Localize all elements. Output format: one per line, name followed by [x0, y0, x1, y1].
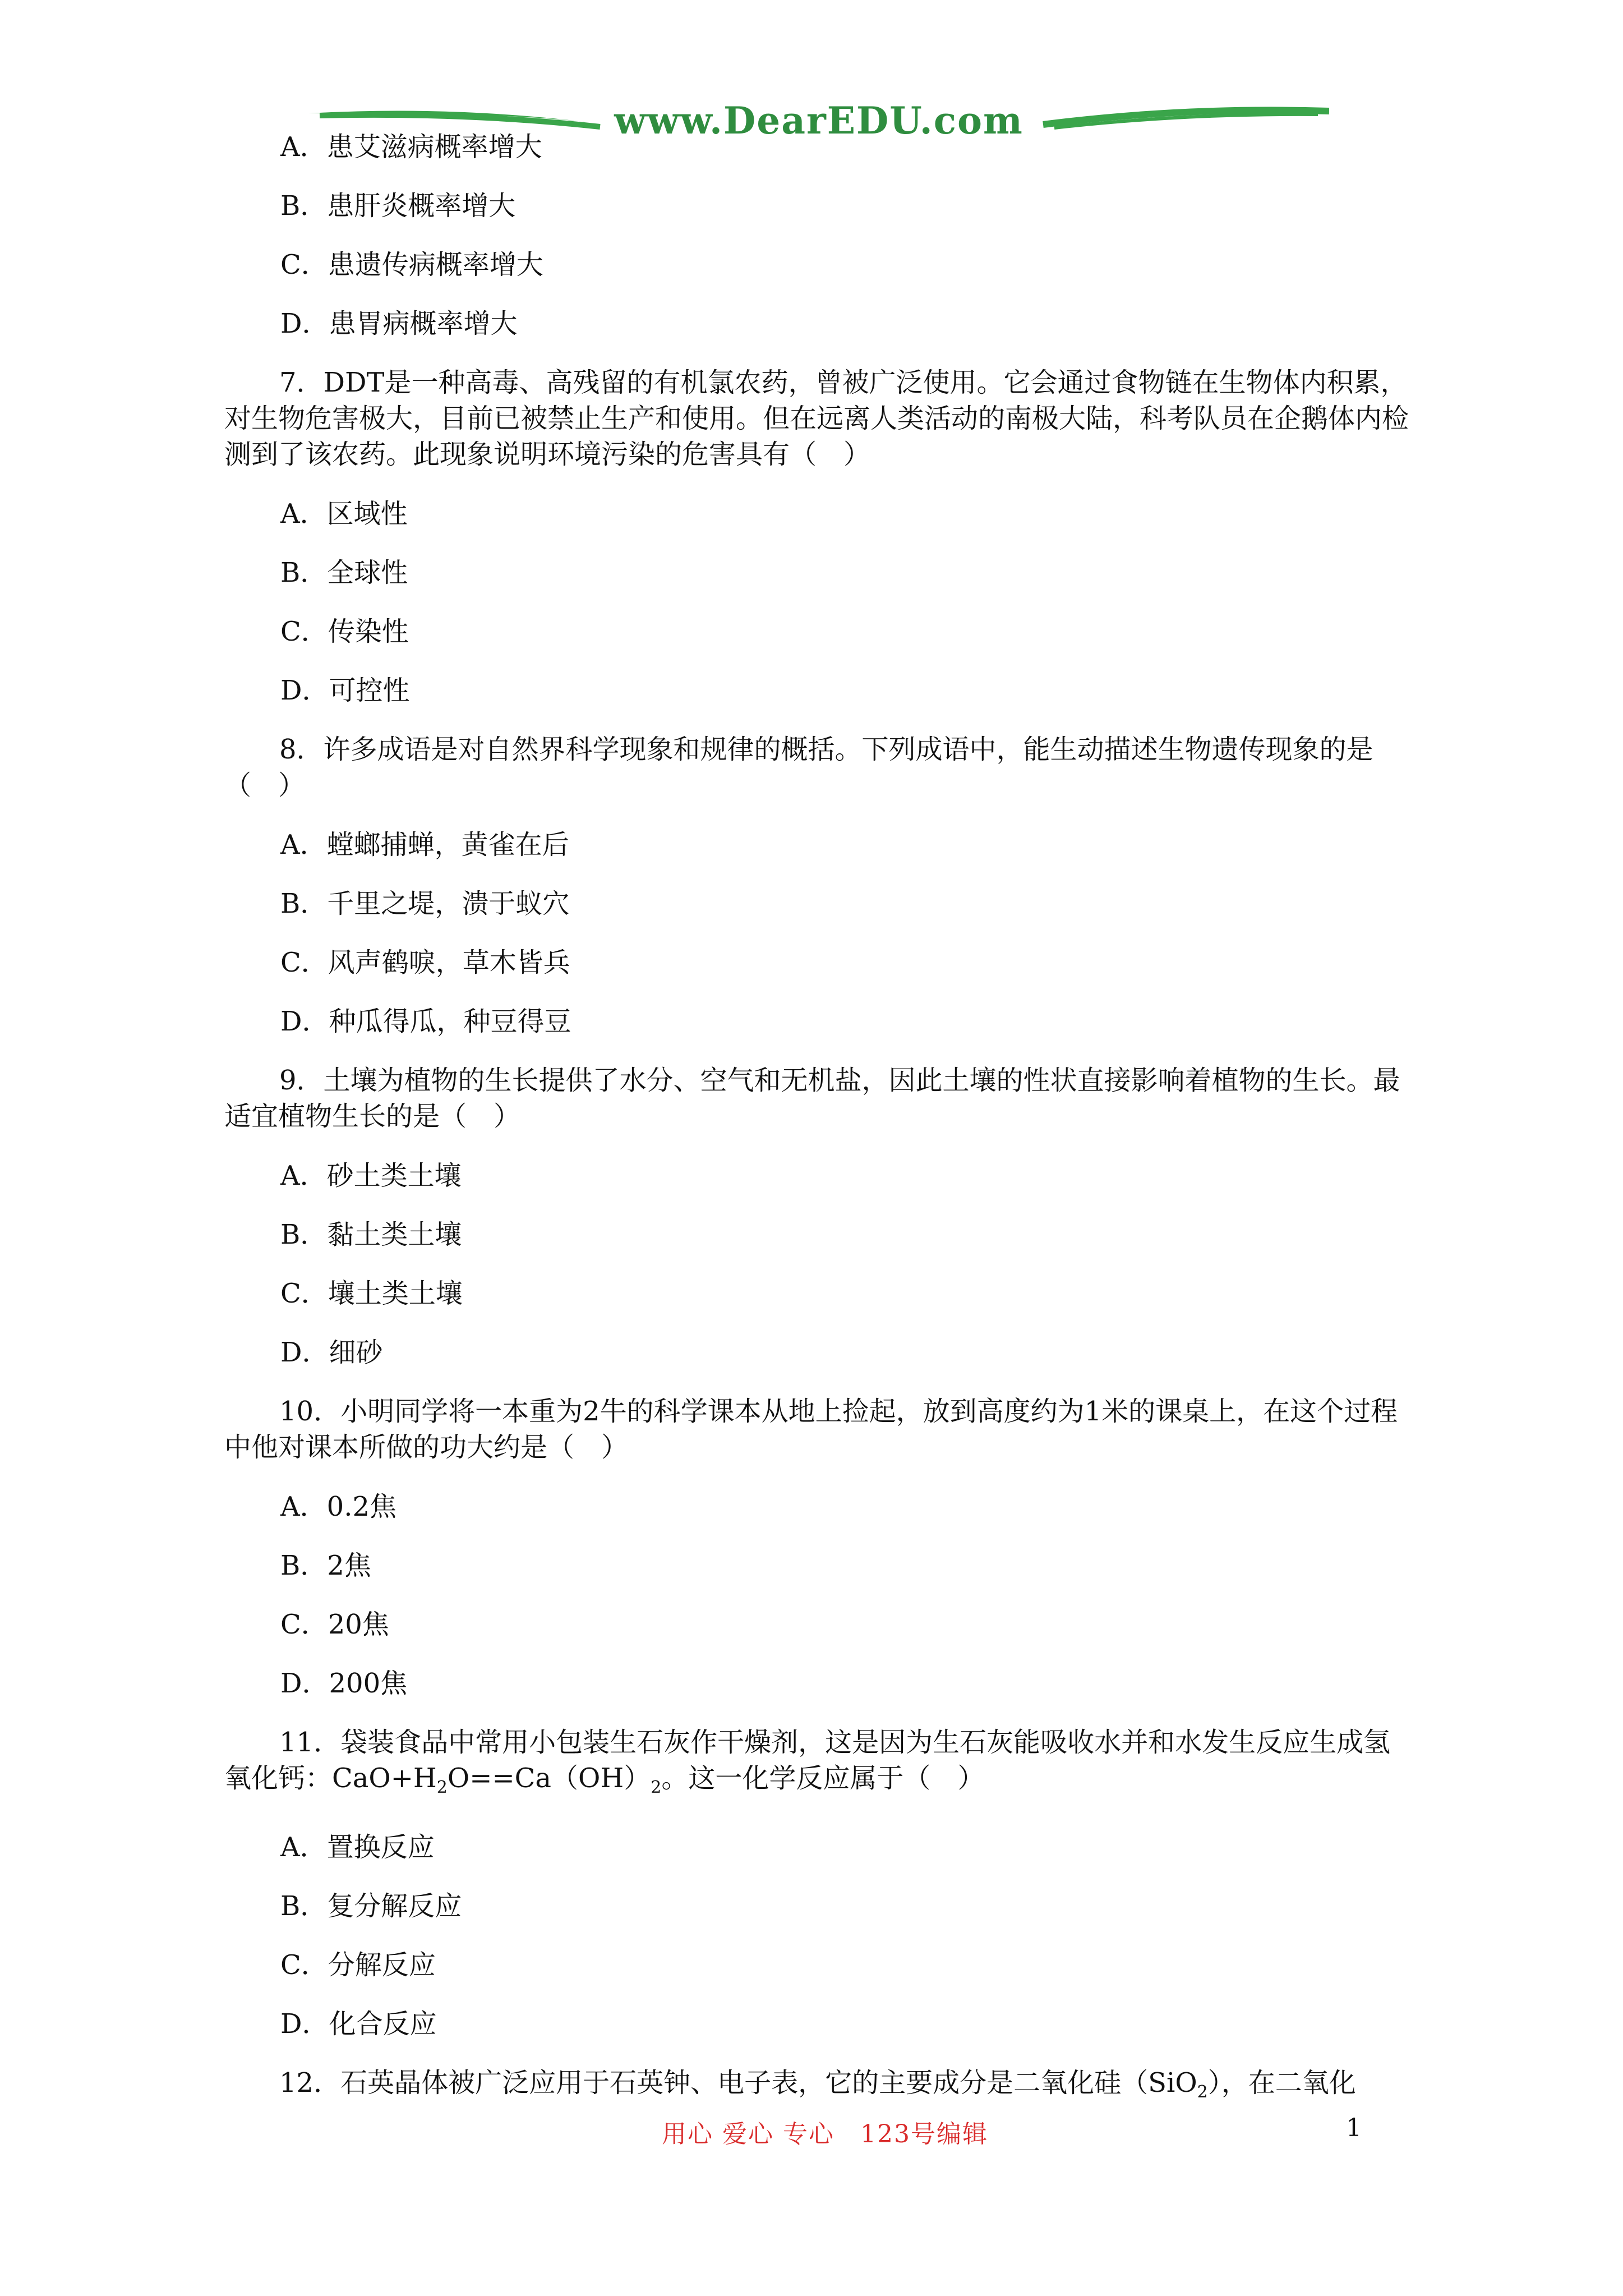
question-12 [224, 2065, 1413, 2110]
q8-option-d: D．种瓜得瓜，种豆得豆 [280, 1006, 571, 1037]
q10-option-a: A．0.2焦 [280, 1491, 397, 1522]
question-10 [224, 1393, 1413, 1701]
q7-option-b: B．全球性 [280, 557, 408, 588]
q9-option-c: C．壤土类土壤 [280, 1278, 463, 1309]
q6-option-a: A．患艾滋病概率增大 [280, 131, 542, 163]
document-body [224, 129, 1413, 2134]
q10-option-b: B．2焦 [280, 1550, 371, 1581]
q10-option-d: D．200焦 [280, 1668, 408, 1699]
page-number: 1 [1346, 2114, 1362, 2142]
q7-option-c: C．传染性 [280, 616, 409, 647]
q11-stem-part2: O==Ca（OH） [447, 1763, 651, 1794]
question-6-options [224, 129, 1413, 342]
question-7 [224, 365, 1413, 708]
question-11 [224, 1724, 1413, 2042]
q11-subscript-1: 2 [436, 1778, 448, 1797]
q12-subscript: 2 [1197, 2082, 1208, 2102]
q12-stem-part1: 12．石英晶体被广泛应用于石英钟、电子表，它的主要成分是二氧化硅（SiO [279, 2067, 1197, 2099]
q7-option-a: A．区域性 [280, 498, 408, 530]
q12-stem-part2: ），在二氧化 [1207, 2067, 1356, 2099]
q6-option-c: C．患遗传病概率增大 [280, 249, 543, 280]
question-8 [224, 731, 1413, 1039]
q11-stem-part1: 11．袋装食品中常用小包装生石灰作干燥剂，这是因为生石灰能吸收水并和水发生反应生成氢氧化钙：CaO+H [224, 1727, 1391, 1794]
q6-option-b: B．患肝炎概率增大 [280, 190, 516, 222]
site-logo-text: www.DearEDU.com [614, 99, 1023, 142]
q12-stem [224, 2065, 1413, 2110]
q9-option-a: A．砂土类土壤 [280, 1160, 462, 1191]
q10-stem: 10．小明同学将一本重为2牛的科学课本从地上捡起，放到高度约为1米的课桌上，在这个过程中他对课本所做的功大约是（ ） [224, 1396, 1398, 1463]
q9-option-b: B．黏土类土壤 [280, 1219, 462, 1250]
footer-editor-note: 用心 爱心 专心 123号编辑 [662, 2120, 988, 2148]
q7-stem: 7．DDT是一种高毒、高残留的有机氯农药，曾被广泛使用。它会通过食物链在生物体内积累，对生物危害极大，目前已被禁止生产和使用。但在远离人类活动的南极大陆，科考队员在企鹅体内检测到了该农药。此现象说明环境污染的危害具有（ ） [224, 367, 1409, 470]
q6-option-d: D．患胃病概率增大 [280, 308, 518, 339]
q11-option-c: C．分解反应 [280, 1949, 436, 1981]
q8-option-b: B．千里之堤，溃于蚁穴 [280, 888, 570, 919]
q8-option-c: C．风声鹤唳，草木皆兵 [280, 947, 570, 978]
q11-stem [224, 1724, 1413, 1806]
q10-option-c: C．20焦 [280, 1609, 389, 1640]
q9-option-d: D．细砂 [280, 1337, 383, 1368]
question-9 [224, 1062, 1413, 1370]
q11-stem-part3: 。这一化学反应属于（ ） [661, 1763, 985, 1794]
q7-option-d: D．可控性 [280, 675, 410, 706]
q11-option-a: A．置换反应 [280, 1832, 435, 1863]
q11-option-d: D．化合反应 [280, 2008, 437, 2040]
q8-stem: 8．许多成语是对自然界科学现象和规律的概括。下列成语中，能生动描述生物遗传现象的是（ ） [224, 734, 1373, 801]
q9-stem: 9．土壤为植物的生长提供了水分、空气和无机盐，因此土壤的性状直接影响着植物的生长。最适宜植物生长的是（ ） [224, 1065, 1400, 1132]
q11-subscript-2: 2 [651, 1778, 662, 1797]
q8-option-a: A．螳螂捕蝉，黄雀在后 [280, 829, 569, 861]
q11-option-b: B．复分解反应 [280, 1890, 462, 1922]
